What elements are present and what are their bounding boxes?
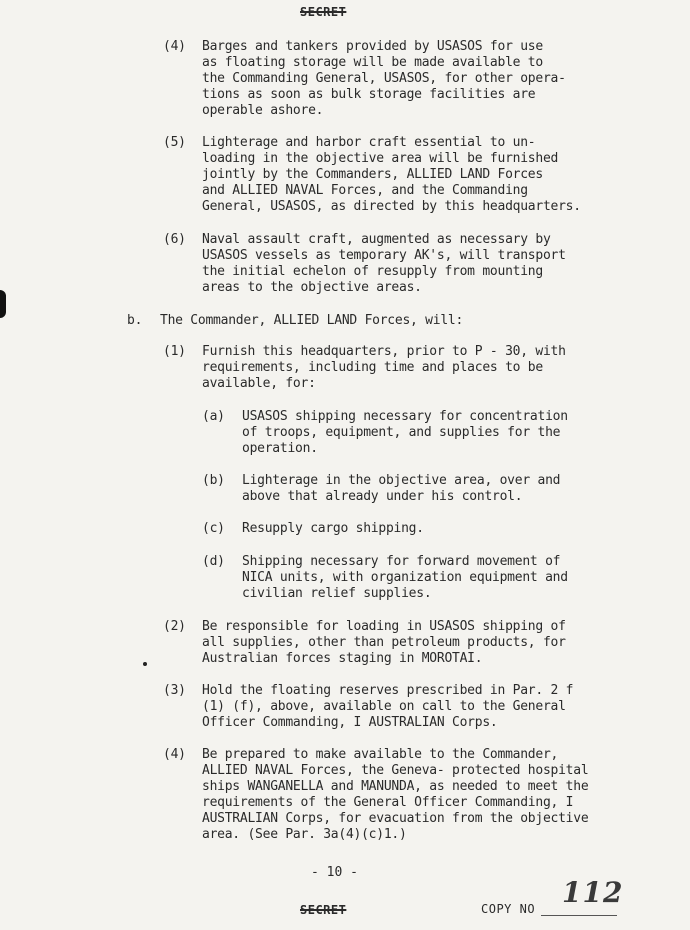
body-line: Lighterage and harbor craft essential to un-	[202, 135, 536, 150]
body-line: Officer Commanding, I AUSTRALIAN Corps.	[202, 715, 498, 730]
body-line: the Commanding General, USASOS, for other opera-	[202, 71, 566, 86]
body-line: (6)	[163, 232, 186, 247]
body-line: Be prepared to make available to the Commander,	[202, 747, 559, 762]
body-line: Naval assault craft, augmented as necessary by	[202, 232, 551, 247]
body-line: (3)	[163, 683, 186, 698]
body-line: jointly by the Commanders, ALLIED LAND Forces	[202, 167, 543, 182]
body-line: operable ashore.	[202, 103, 324, 118]
body-line: loading in the objective area will be furnished	[202, 151, 559, 166]
body-line: Lighterage in the objective area, over and	[242, 473, 561, 488]
body-line: NICA units, with organization equipment and	[242, 570, 568, 585]
body-line: (1) (f), above, available on call to the General	[202, 699, 566, 714]
body-line: (5)	[163, 135, 186, 150]
body-line: tions as soon as bulk storage facilities are	[202, 87, 536, 102]
body-line: (b)	[202, 473, 225, 488]
body-line: Shipping necessary for forward movement of	[242, 554, 561, 569]
copy-number-label: COPY NO	[481, 902, 536, 916]
body-line: The Commander, ALLIED LAND Forces, will:	[160, 313, 464, 328]
body-line: ships WANGANELLA and MANUNDA, as needed to meet the	[202, 779, 589, 794]
body-line: (a)	[202, 409, 225, 424]
body-line: USASOS vessels as temporary AK's, will transport	[202, 248, 566, 263]
body-line: as floating storage will be made available to	[202, 55, 543, 70]
body-line: Australian forces staging in MOROTAI.	[202, 651, 483, 666]
body-line: (4)	[163, 39, 186, 54]
body-line: areas to the objective areas.	[202, 280, 422, 295]
body-line: AUSTRALIAN Corps, for evacuation from the objective	[202, 811, 589, 826]
margin-ink-blot	[0, 290, 6, 318]
body-line: Furnish this headquarters, prior to P - 30, with	[202, 344, 566, 359]
body-line: (2)	[163, 619, 186, 634]
body-line: General, USASOS, as directed by this headquarters.	[202, 199, 581, 214]
body-line: available, for:	[202, 376, 316, 391]
page-number: - 10 -	[311, 865, 358, 880]
copy-number-line	[541, 915, 617, 916]
body-line: all supplies, other than petroleum products, for	[202, 635, 566, 650]
body-line: Barges and tankers provided by USASOS for use	[202, 39, 543, 54]
body-line: (d)	[202, 554, 225, 569]
body-line: requirements, including time and places to be	[202, 360, 543, 375]
body-line: Hold the floating reserves prescribed in Par. 2 f	[202, 683, 574, 698]
body-line: ALLIED NAVAL Forces, the Geneva- protected hospital	[202, 763, 589, 778]
body-line: of troops, equipment, and supplies for the	[242, 425, 561, 440]
body-line: area. (See Par. 3a(4)(c)1.)	[202, 827, 407, 842]
body-line: b.	[127, 313, 143, 328]
header-classification: SECRET	[300, 5, 347, 19]
body-line: Be responsible for loading in USASOS shipping of	[202, 619, 566, 634]
body-line: (4)	[163, 747, 186, 762]
body-line: Resupply cargo shipping.	[242, 521, 424, 536]
body-line: and ALLIED NAVAL Forces, and the Commanding	[202, 183, 528, 198]
body-line: operation.	[242, 441, 318, 456]
body-line: (c)	[202, 521, 225, 536]
body-line: USASOS shipping necessary for concentration	[242, 409, 568, 424]
body-line: (1)	[163, 344, 186, 359]
body-line: above that already under his control.	[242, 489, 523, 504]
copy-number-handwritten: 112	[562, 876, 624, 909]
body-line: civilian relief supplies.	[242, 586, 432, 601]
margin-dot	[143, 662, 147, 666]
body-line: the initial echelon of resupply from mounting	[202, 264, 543, 279]
body-line: requirements of the General Officer Commanding, I	[202, 795, 574, 810]
footer-classification: SECRET	[300, 903, 347, 917]
